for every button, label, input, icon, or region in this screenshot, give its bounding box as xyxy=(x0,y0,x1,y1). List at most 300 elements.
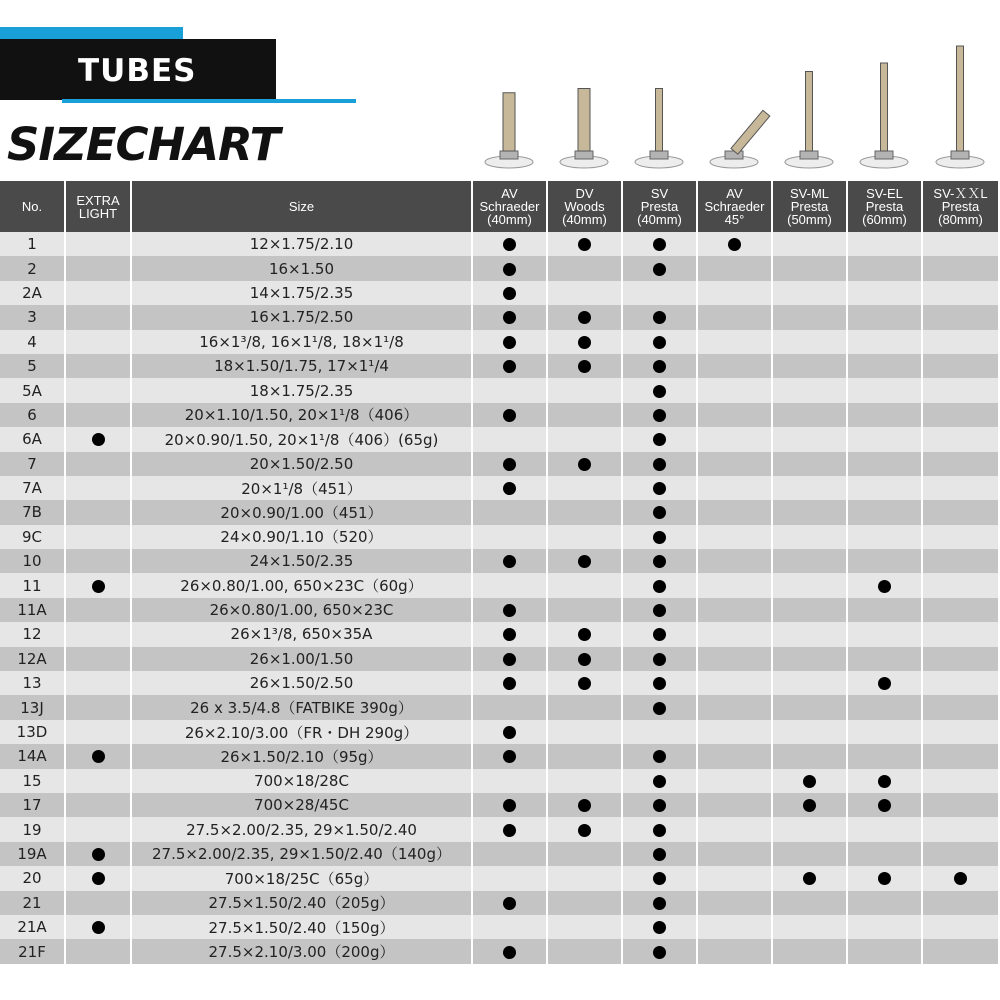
valve-cell xyxy=(922,330,998,354)
valve-cell xyxy=(622,915,697,939)
availability-dot xyxy=(653,702,666,715)
valve-cell xyxy=(772,525,847,549)
valve-cell xyxy=(847,256,922,280)
size-cell: 18×1.75/2.35 xyxy=(131,378,472,402)
valve-cell xyxy=(847,403,922,427)
extra-light-cell xyxy=(65,622,131,646)
valve-cell xyxy=(847,232,922,256)
row-number: 11A xyxy=(0,598,65,622)
availability-dot xyxy=(578,628,591,641)
valve-cell xyxy=(547,598,622,622)
valve-cell xyxy=(847,769,922,793)
availability-dot xyxy=(954,872,967,885)
valve-cell xyxy=(472,817,547,841)
valve-cell xyxy=(847,720,922,744)
size-cell: 16×1.75/2.50 xyxy=(131,305,472,329)
table-row xyxy=(0,842,998,866)
availability-dot xyxy=(653,799,666,812)
extra-light-cell xyxy=(65,427,131,451)
valve-cell xyxy=(772,549,847,573)
column-header xyxy=(131,181,472,232)
availability-dot xyxy=(578,653,591,666)
row-number: 11 xyxy=(0,573,65,597)
extra-light-cell xyxy=(65,866,131,890)
extra-light-cell xyxy=(65,476,131,500)
table-row xyxy=(0,403,998,427)
valve-cell xyxy=(922,915,998,939)
valve-cell xyxy=(697,939,772,963)
sv-el-presta-valve-icon xyxy=(846,38,922,178)
availability-dot xyxy=(503,677,516,690)
extra-light-cell xyxy=(65,939,131,963)
extra-light-cell xyxy=(65,305,131,329)
column-header-line: AV xyxy=(501,186,518,201)
extra-light-cell xyxy=(65,744,131,768)
column-header-line: Woods xyxy=(564,199,605,214)
availability-dot xyxy=(503,726,516,739)
availability-dot xyxy=(92,750,105,763)
valve-cell xyxy=(622,281,697,305)
availability-dot xyxy=(578,677,591,690)
valve-cell xyxy=(547,817,622,841)
table-row xyxy=(0,793,998,817)
valve-cell xyxy=(922,744,998,768)
valve-cell xyxy=(547,622,622,646)
valve-cell xyxy=(697,671,772,695)
valve-cell xyxy=(847,354,922,378)
row-number: 13 xyxy=(0,671,65,695)
valve-cell xyxy=(622,573,697,597)
table-row xyxy=(0,622,998,646)
availability-dot xyxy=(803,799,816,812)
valve-cell xyxy=(622,720,697,744)
availability-dot xyxy=(653,506,666,519)
column-header-line: (80mm) xyxy=(938,212,983,227)
valve-cell xyxy=(472,598,547,622)
valve-cell xyxy=(472,427,547,451)
valve-cell xyxy=(472,573,547,597)
valve-cell xyxy=(922,549,998,573)
extra-light-cell xyxy=(65,671,131,695)
size-cell: 27.5×2.00/2.35, 29×1.50/2.40 xyxy=(131,817,472,841)
extra-light-cell xyxy=(65,232,131,256)
valve-cell xyxy=(472,793,547,817)
valve-cell xyxy=(547,939,622,963)
availability-dot xyxy=(578,238,591,251)
table-row xyxy=(0,281,998,305)
valve-cell xyxy=(847,476,922,500)
column-header-line: AV xyxy=(726,186,743,201)
valve-cell xyxy=(547,671,622,695)
valve-cell xyxy=(697,354,772,378)
availability-dot xyxy=(92,848,105,861)
column-header xyxy=(922,181,998,232)
size-cell: 20×0.90/1.00（451） xyxy=(131,500,472,524)
size-cell: 26×1.50/2.50 xyxy=(131,671,472,695)
availability-dot xyxy=(503,946,516,959)
valve-cell xyxy=(472,256,547,280)
size-cell: 26×1³/8, 650×35A xyxy=(131,622,472,646)
row-number: 7B xyxy=(0,500,65,524)
extra-light-cell xyxy=(65,281,131,305)
table-row xyxy=(0,549,998,573)
valve-cell xyxy=(697,427,772,451)
valve-cell xyxy=(472,500,547,524)
valve-cell xyxy=(472,622,547,646)
valve-cell xyxy=(847,573,922,597)
row-number: 7 xyxy=(0,452,65,476)
table-row xyxy=(0,769,998,793)
column-header-line: Presta xyxy=(865,199,904,214)
size-cell: 700×18/25C（65g） xyxy=(131,866,472,890)
valve-cell xyxy=(922,622,998,646)
column-header-line: DV xyxy=(575,186,594,201)
column-header xyxy=(472,181,547,232)
column-header-line: LIGHT xyxy=(78,205,118,221)
valve-cell xyxy=(772,305,847,329)
valve-cell xyxy=(622,452,697,476)
valve-cell xyxy=(772,500,847,524)
size-chart-table xyxy=(0,181,998,964)
valve-cell xyxy=(772,232,847,256)
valve-cell xyxy=(847,744,922,768)
valve-cell xyxy=(697,598,772,622)
valve-cell xyxy=(547,232,622,256)
valve-cell xyxy=(772,891,847,915)
valve-cell xyxy=(547,891,622,915)
valve-cell xyxy=(922,793,998,817)
valve-cell xyxy=(922,866,998,890)
valve-cell xyxy=(772,476,847,500)
availability-dot xyxy=(503,604,516,617)
availability-dot xyxy=(878,799,891,812)
column-header xyxy=(622,181,697,232)
availability-dot xyxy=(503,653,516,666)
availability-dot xyxy=(728,238,741,251)
row-number: 12A xyxy=(0,647,65,671)
availability-dot xyxy=(653,263,666,276)
valve-cell xyxy=(847,647,922,671)
valve-cell xyxy=(622,549,697,573)
valve-cell xyxy=(547,866,622,890)
table-row xyxy=(0,378,998,402)
row-number: 3 xyxy=(0,305,65,329)
availability-dot xyxy=(503,482,516,495)
valve-cell xyxy=(922,573,998,597)
valve-cell xyxy=(772,622,847,646)
valve-cell xyxy=(547,695,622,719)
valve-cell xyxy=(772,427,847,451)
valve-cell xyxy=(847,330,922,354)
table-row xyxy=(0,647,998,671)
table-row xyxy=(0,744,998,768)
column-header-line: Schraeder xyxy=(479,199,540,214)
valve-cell xyxy=(772,256,847,280)
row-number: 21A xyxy=(0,915,65,939)
table-row xyxy=(0,720,998,744)
valve-cell xyxy=(547,330,622,354)
table-row xyxy=(0,256,998,280)
valve-cell xyxy=(472,476,547,500)
sv-presta-valve-icon xyxy=(621,38,697,178)
banner-title: TUBES xyxy=(78,53,197,89)
valve-cell xyxy=(697,915,772,939)
valve-cell xyxy=(922,452,998,476)
valve-cell xyxy=(697,525,772,549)
availability-dot xyxy=(578,799,591,812)
valve-cell xyxy=(547,525,622,549)
valve-cell xyxy=(772,695,847,719)
table-header-row xyxy=(0,181,998,232)
valve-cell xyxy=(922,427,998,451)
availability-dot xyxy=(653,921,666,934)
row-number: 9C xyxy=(0,525,65,549)
valve-cell xyxy=(472,671,547,695)
valve-cell xyxy=(622,769,697,793)
valve-cell xyxy=(547,403,622,427)
table-row xyxy=(0,573,998,597)
valve-cell xyxy=(772,647,847,671)
availability-dot xyxy=(503,336,516,349)
availability-dot xyxy=(653,555,666,568)
valve-cell xyxy=(472,744,547,768)
sv-ml-presta-valve-icon xyxy=(771,38,847,178)
valve-cell xyxy=(472,281,547,305)
row-number: 21F xyxy=(0,939,65,963)
table-row xyxy=(0,695,998,719)
banner-underline xyxy=(62,99,356,103)
availability-dot xyxy=(503,897,516,910)
valve-cell xyxy=(622,256,697,280)
availability-dot xyxy=(653,750,666,763)
availability-dot xyxy=(653,872,666,885)
valve-cell xyxy=(772,354,847,378)
valve-cell xyxy=(922,671,998,695)
size-cell: 16×1³/8, 16×1¹/8, 18×1¹/8 xyxy=(131,330,472,354)
valve-cell xyxy=(847,281,922,305)
valve-cell xyxy=(472,939,547,963)
valve-cell xyxy=(472,549,547,573)
valve-cell xyxy=(547,720,622,744)
valve-cell xyxy=(772,403,847,427)
column-header xyxy=(847,181,922,232)
table-row xyxy=(0,500,998,524)
size-cell: 26×0.80/1.00, 650×23C（60g） xyxy=(131,573,472,597)
valve-cell xyxy=(472,330,547,354)
column-header xyxy=(772,181,847,232)
column-header-line: SV-ML xyxy=(789,186,829,201)
valve-cell xyxy=(697,452,772,476)
size-cell: 18×1.50/1.75, 17×1¹/4 xyxy=(131,354,472,378)
valve-cell xyxy=(547,842,622,866)
extra-light-cell xyxy=(65,403,131,427)
availability-dot xyxy=(803,872,816,885)
availability-dot xyxy=(878,677,891,690)
valve-cell xyxy=(922,305,998,329)
size-cell: 20×1.50/2.50 xyxy=(131,452,472,476)
valve-cell xyxy=(922,354,998,378)
size-cell: 27.5×1.50/2.40（205g） xyxy=(131,891,472,915)
valve-cell xyxy=(697,769,772,793)
valve-cell xyxy=(622,427,697,451)
size-cell: 27.5×2.00/2.35, 29×1.50/2.40（140g） xyxy=(131,842,472,866)
table-row xyxy=(0,452,998,476)
availability-dot xyxy=(653,946,666,959)
av-schraeder-valve-icon xyxy=(471,38,547,178)
valve-cell xyxy=(472,891,547,915)
availability-dot xyxy=(92,872,105,885)
extra-light-cell xyxy=(65,769,131,793)
extra-light-cell xyxy=(65,256,131,280)
availability-dot xyxy=(653,604,666,617)
page-heading: SIZECHART xyxy=(7,118,280,171)
column-header-line: SV xyxy=(650,186,669,201)
valve-cell xyxy=(547,256,622,280)
extra-light-cell xyxy=(65,378,131,402)
valve-cell xyxy=(697,842,772,866)
valve-cell xyxy=(772,793,847,817)
availability-dot xyxy=(653,360,666,373)
valve-cell xyxy=(697,378,772,402)
valve-cell xyxy=(622,793,697,817)
valve-cell xyxy=(622,378,697,402)
extra-light-cell xyxy=(65,354,131,378)
valve-cell xyxy=(922,403,998,427)
size-cell: 27.5×2.10/3.00（200g） xyxy=(131,939,472,963)
table-row xyxy=(0,915,998,939)
valve-cell xyxy=(697,500,772,524)
size-cell: 14×1.75/2.35 xyxy=(131,281,472,305)
valve-cell xyxy=(697,281,772,305)
table-row xyxy=(0,305,998,329)
availability-dot xyxy=(92,921,105,934)
table-row xyxy=(0,891,998,915)
valve-cell xyxy=(847,671,922,695)
valve-cell xyxy=(847,305,922,329)
valve-cell xyxy=(697,330,772,354)
table-row xyxy=(0,330,998,354)
availability-dot xyxy=(503,799,516,812)
size-cell: 700×18/28C xyxy=(131,769,472,793)
table-row xyxy=(0,671,998,695)
table-row xyxy=(0,866,998,890)
column-header-line: SV-ＸＸL xyxy=(933,186,988,201)
valve-cell xyxy=(847,598,922,622)
extra-light-cell xyxy=(65,500,131,524)
valve-cell xyxy=(847,793,922,817)
row-number: 6A xyxy=(0,427,65,451)
availability-dot xyxy=(503,360,516,373)
valve-cell xyxy=(772,452,847,476)
valve-cell xyxy=(622,842,697,866)
row-number: 5A xyxy=(0,378,65,402)
extra-light-cell xyxy=(65,720,131,744)
valve-cell xyxy=(547,452,622,476)
sv-xxl-presta-valve-icon xyxy=(922,38,998,178)
column-header-line: (40mm) xyxy=(562,212,607,227)
column-header-line: SV-EL xyxy=(866,186,903,201)
extra-light-cell xyxy=(65,452,131,476)
availability-dot xyxy=(92,580,105,593)
row-number: 4 xyxy=(0,330,65,354)
valve-cell xyxy=(847,378,922,402)
valve-cell xyxy=(622,305,697,329)
valve-cell xyxy=(547,476,622,500)
availability-dot xyxy=(653,628,666,641)
extra-light-cell xyxy=(65,842,131,866)
valve-cell xyxy=(772,573,847,597)
size-cell: 26 x 3.5/4.8（FATBIKE 390g） xyxy=(131,695,472,719)
valve-cell xyxy=(922,769,998,793)
column-header-line: No. xyxy=(21,199,43,214)
valve-cell xyxy=(622,647,697,671)
availability-dot xyxy=(503,287,516,300)
valve-cell xyxy=(547,769,622,793)
table-row xyxy=(0,525,998,549)
valve-cell xyxy=(772,842,847,866)
valve-cell xyxy=(622,525,697,549)
valve-cell xyxy=(472,232,547,256)
table-row xyxy=(0,817,998,841)
availability-dot xyxy=(578,458,591,471)
extra-light-cell xyxy=(65,549,131,573)
table-row xyxy=(0,354,998,378)
extra-light-cell xyxy=(65,793,131,817)
size-cell: 16×1.50 xyxy=(131,256,472,280)
valve-cell xyxy=(622,939,697,963)
availability-dot xyxy=(503,750,516,763)
valve-cell xyxy=(472,403,547,427)
valve-cell xyxy=(772,720,847,744)
valve-cell xyxy=(697,891,772,915)
valve-cell xyxy=(697,549,772,573)
availability-dot xyxy=(503,458,516,471)
valve-cell xyxy=(547,378,622,402)
valve-cell xyxy=(547,427,622,451)
valve-cell xyxy=(547,305,622,329)
availability-dot xyxy=(578,311,591,324)
table-row xyxy=(0,232,998,256)
extra-light-cell xyxy=(65,817,131,841)
size-cell: 12×1.75/2.10 xyxy=(131,232,472,256)
valve-cell xyxy=(697,647,772,671)
row-number: 2 xyxy=(0,256,65,280)
valve-cell xyxy=(922,476,998,500)
column-header-line: (60mm) xyxy=(862,212,907,227)
availability-dot xyxy=(653,580,666,593)
valve-cell xyxy=(472,647,547,671)
size-cell: 24×1.50/2.35 xyxy=(131,549,472,573)
availability-dot xyxy=(503,409,516,422)
row-number: 15 xyxy=(0,769,65,793)
availability-dot xyxy=(878,872,891,885)
size-cell: 26×1.50/2.10（95g） xyxy=(131,744,472,768)
availability-dot xyxy=(653,531,666,544)
valve-cell xyxy=(622,671,697,695)
extra-light-cell xyxy=(65,330,131,354)
valve-cell xyxy=(847,891,922,915)
valve-cell xyxy=(622,622,697,646)
dv-woods-valve-icon xyxy=(546,38,622,178)
valve-cell xyxy=(697,720,772,744)
valve-cell xyxy=(772,866,847,890)
valve-cell xyxy=(697,573,772,597)
size-cell: 26×0.80/1.00, 650×23C xyxy=(131,598,472,622)
extra-light-cell xyxy=(65,915,131,939)
size-cell: 26×2.10/3.00（FR・DH 290g） xyxy=(131,720,472,744)
row-number: 1 xyxy=(0,232,65,256)
valve-cell xyxy=(697,744,772,768)
